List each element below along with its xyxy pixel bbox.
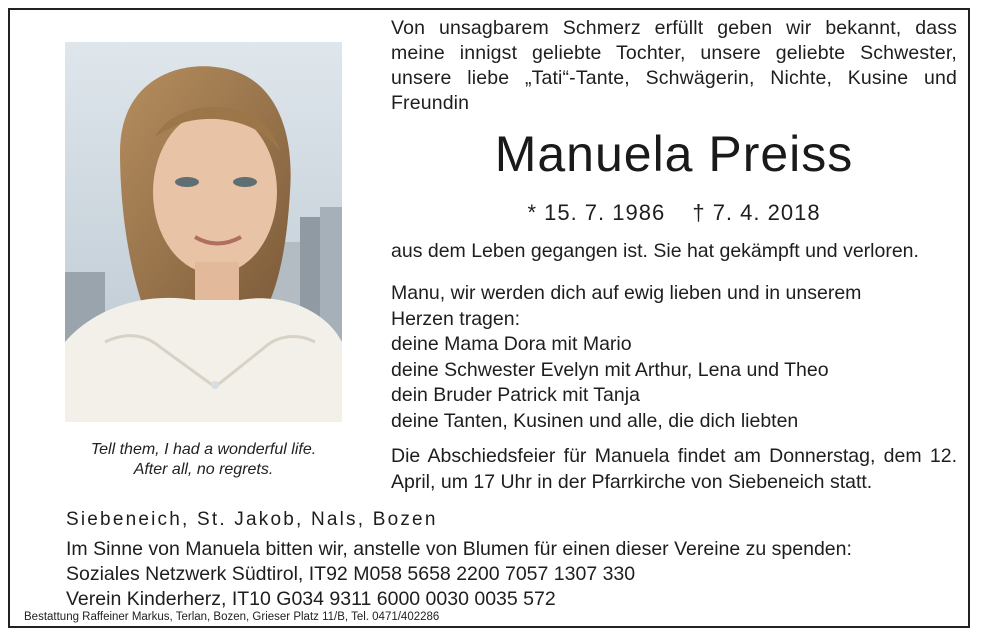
birth-date: * 15. 7. 1986 [527, 200, 666, 225]
intro-text: Von unsagbarem Schmerz erfüllt geben wir bekannt, dass meine innigst geliebte Tochter, unsere geliebte Schwester, unsere liebe „Tati“-Tante, Schwägerin, Nichte, Kusine und Freundin [391, 17, 957, 114]
caption-line-2: After all, no regrets. [133, 461, 274, 478]
family-list [391, 281, 957, 434]
donation-line: Im Sinne von Manuela bitten wir, anstelle von Blumen für einen dieser Vereine zu spenden: [66, 538, 852, 560]
portrait-photo [65, 42, 342, 422]
donation-line: Soziales Netzwerk Südtirol, IT92 M058 5658 2200 7057 1307 330 [66, 563, 636, 585]
donation-info [66, 537, 946, 612]
family-line: dein Bruder Patrick mit Tanja [391, 384, 640, 406]
family-line: Manu, wir werden dich auf ewig lieben und in unserem [391, 282, 862, 304]
family-line: deine Mama Dora mit Mario [391, 333, 632, 355]
passing-text: aus dem Leben gegangen ist. Sie hat gekämpft und verloren. [391, 240, 919, 262]
life-dates [391, 199, 957, 227]
photo-caption [60, 440, 347, 480]
family-line: Herzen tragen: [391, 307, 520, 330]
family-line: deine Schwester Evelyn mit Arthur, Lena und Theo [391, 358, 829, 381]
ceremony-text: Die Abschiedsfeier für Manuela findet am Donnerstag, dem 12. April, um 17 Uhr in der Pfarrkirche von Siebeneich statt. [391, 445, 957, 493]
caption-line-1: Tell them, I had a wonderful life. [90, 441, 317, 458]
donation-line: Verein Kinderherz, IT10 G034 9311 6000 0030 0035 572 [66, 588, 556, 610]
places-line: Siebeneich, St. Jakob, Nals, Bozen [66, 509, 438, 530]
family-line: deine Tanten, Kusinen und alle, die dich liebten [391, 409, 799, 432]
deceased-name: Manuela Preiss [494, 126, 854, 182]
funeral-home-footer: Bestattung Raffeiner Markus, Terlan, Bozen, Grieser Platz 11/B, Tel. 0471/402286 [24, 611, 440, 623]
death-date: † 7. 4. 2018 [692, 200, 821, 225]
